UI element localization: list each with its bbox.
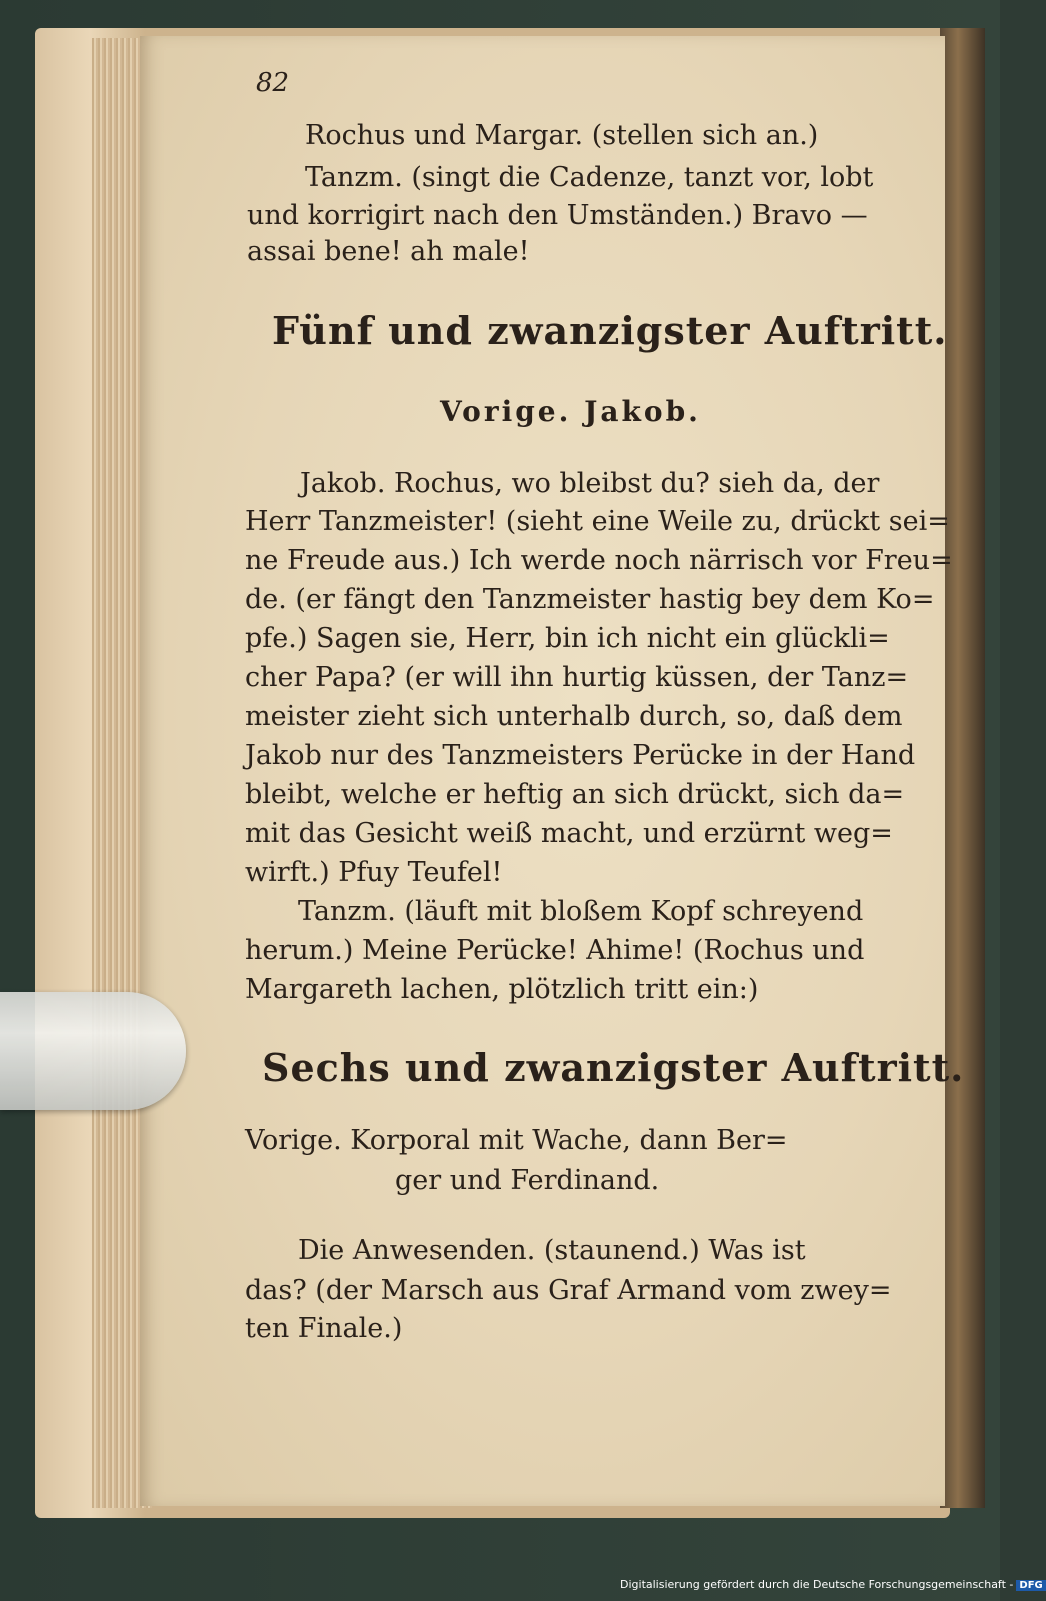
text-line: wirft.) Pfuy Teufel! <box>245 857 503 888</box>
scene-heading: Fünf und zwanzigster Auftritt. <box>272 308 948 353</box>
dfg-logo: DFG <box>1016 1580 1045 1591</box>
text-line: Die Anwesenden. (staunend.) Was ist <box>298 1235 806 1266</box>
text-line: mit das Gesicht weiß macht, und erzürnt weg= <box>245 818 893 849</box>
page-holder-clip <box>0 992 186 1110</box>
text-line: pfe.) Sagen sie, Herr, bin ich nicht ein glückli= <box>245 623 890 654</box>
text-line: Jakob. Rochus, wo bleibst du? sieh da, der <box>300 468 880 499</box>
text-line: cher Papa? (er will ihn hurtig küssen, der Tanz= <box>245 662 909 693</box>
text-line: ne Freude aus.) Ich werde noch närrisch vor Freu= <box>245 545 953 576</box>
text-line: Rochus und Margar. (stellen sich an.) <box>305 120 819 151</box>
text-line: herum.) Meine Perücke! Ahime! (Rochus und <box>245 935 865 966</box>
text-line: das? (der Marsch aus Graf Armand vom zwey= <box>245 1275 892 1306</box>
page-number: 82 <box>256 68 290 98</box>
text-line: meister zieht sich unterhalb durch, so, daß dem <box>245 701 903 732</box>
scene-heading: Sechs und zwanzigster Auftritt. <box>262 1045 965 1090</box>
text-line: Herr Tanzmeister! (sieht eine Weile zu, drückt sei= <box>245 506 950 537</box>
footer-text: Digitalisierung gefördert durch die Deutsche Forschungsgemeinschaft - <box>620 1578 1014 1591</box>
text-line: ten Finale.) <box>245 1313 403 1344</box>
scene-characters: Vorige. Jakob. <box>440 395 701 428</box>
text-line: assai bene! ah male! <box>247 236 530 267</box>
text-line: Tanzm. (läuft mit bloßem Kopf schreyend <box>298 896 864 927</box>
book-spine-rim <box>940 28 985 1508</box>
scene-characters: Vorige. Korporal mit Wache, dann Ber= <box>245 1125 788 1156</box>
text-line: und korrigirt nach den Umständen.) Bravo — <box>247 200 868 231</box>
footer-credit <box>620 1578 1046 1591</box>
text-line: de. (er fängt den Tanzmeister hastig bey dem Ko= <box>245 584 935 615</box>
text-line: bleibt, welche er heftig an sich drückt, sich da= <box>245 779 905 810</box>
scene-characters: ger und Ferdinand. <box>395 1165 660 1196</box>
text-line: Jakob nur des Tanzmeisters Perücke in der Hand <box>245 740 916 771</box>
text-line: Tanzm. (singt die Cadenze, tanzt vor, lobt <box>305 162 874 193</box>
text-line: Margareth lachen, plötzlich tritt ein:) <box>245 974 759 1005</box>
